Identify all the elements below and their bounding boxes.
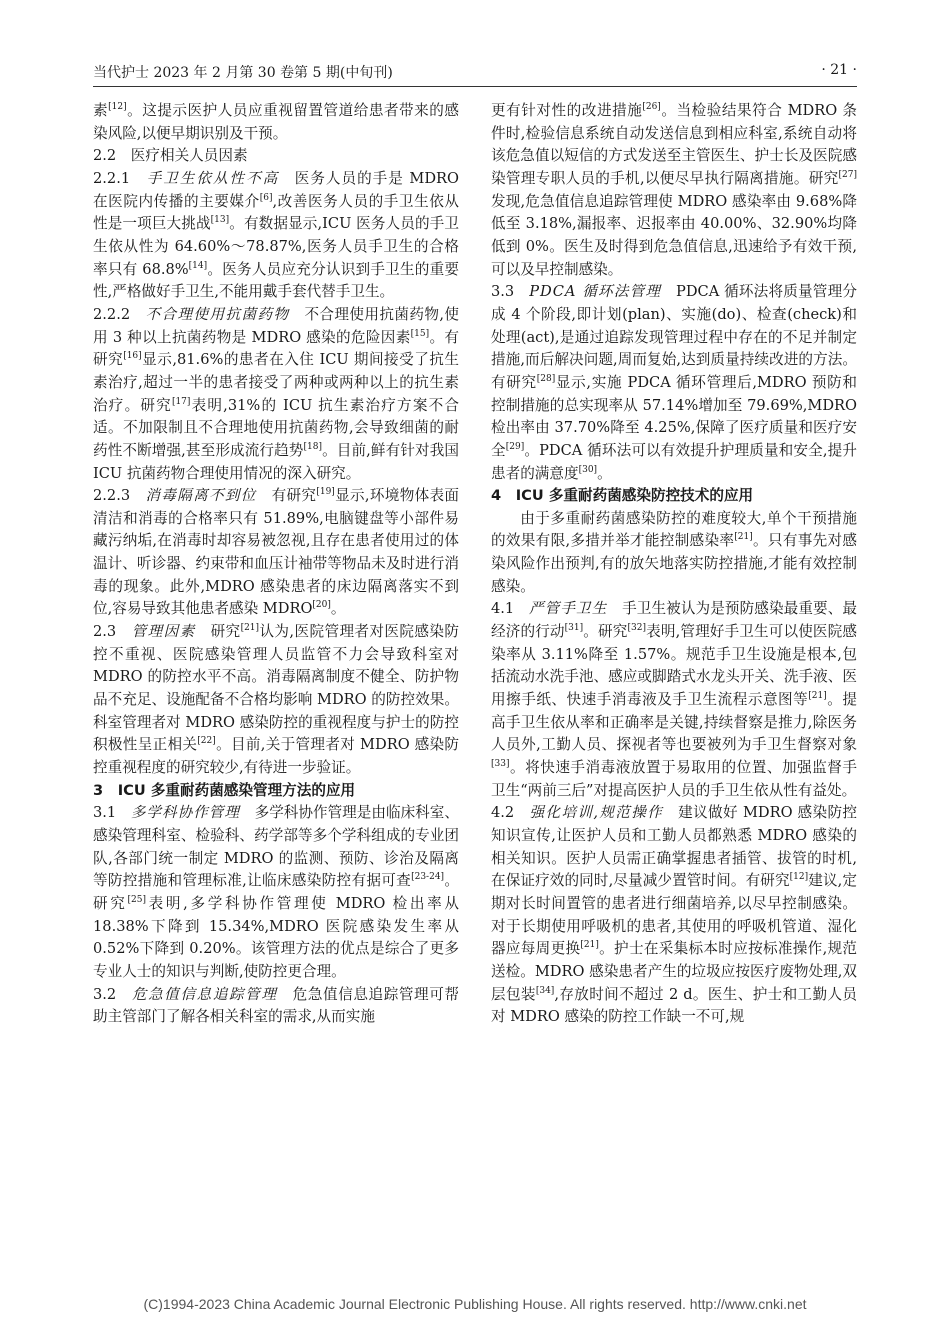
right-column [491,100,857,1029]
paragraph-2-2-2: 2.2.2 不合理使用抗菌药物 不合理使用抗菌药物,使用 3 种以上抗菌药物是 MDRO 感染的危险因素[15]。有研究[16]显示,81.6%的患者在入住 ICU 期间接受了抗生素治疗,超过一半的患者接受了两种或两种以上的抗生素治疗。研究[17]表明,31%的 ICU 抗生素治疗方案不合适。不加限制且不合理地使用抗菌药物,会导致细菌的耐药性不断增强,甚至形成流行趋势[18]。目前,鲜有针对我国 ICU 抗菌药物合理使用情况的深入研究。 [93,305,459,482]
paragraph-2-2-3: 2.2.3 消毒隔离不到位 有研究[19]显示,环境物体表面清洁和消毒的合格率只有 51.89%,电脑键盘等小部件易藏污纳垢,在消毒时却容易被忽视,且存在患者使用过的体温计、听诊器、约束带和血压计袖带等物品未及时进行消毒的现象。此外,MDRO 感染患者的床边隔离落实不到位,容易导致其他患者感染 MDRO[20]。 [93,487,459,618]
paragraph-4-1: 4.1 严管手卫生 手卫生被认为是预防感染最重要、最经济的行动[31]。研究[32]表明,管理好手卫生可以使医院感染率从 3.11%降至 1.57%。规范手卫生设施是根本,包括流动水洗手池、感应或脚踏式水龙头开关、洗手液、医用擦手纸、快速手消毒液及手卫生流程示意图等[21]。提高手卫生依从率和正确率是关键,持续督察是推力,除医务人员外,工勤人员、探视者等也要被列为手卫生督察对象[33]。将快速手消毒液放置于易取用的位置、加强监督手卫生“两前三后”对提高医护人员的手卫生依从性有益处。 [491,600,857,799]
section-heading-2-2: 2.2 医疗相关人员因素 [93,147,248,165]
paragraph-3-2: 3.2 危急值信息追踪管理 危急值信息追踪管理可帮助主管部门了解各相关科室的需求,从而实施 [93,985,459,1026]
paragraph: 素[12]。这提示医护人员应重视留置管道给患者带来的感染风险,以便早期识别及干预。 [93,102,459,142]
paragraph-3-2-continued: 更有针对性的改进措施[26]。当检验结果符合 MDRO 条件时,检验信息系统自动发送信息到相应科室,系统自动将该危急值以短信的方式发送至主管医生、护士长及医院感染管理专职人员的手机,以便尽早执行隔离措施。研究[27]发现,危急值信息追踪管理使 MDRO 感染率由 9.68%降低至 3.18%,漏报率、迟报率由 40.00%、32.90%均降低到 0%。医生及时得到危急值信息,迅速给予有效干预,可以及早控制感染。 [491,102,857,278]
paragraph-2-2-1: 2.2.1 手卫生依从性不高 医务人员的手是 MDRO 在医院内传播的主要媒介[6],改善医务人员的手卫生依从性是一项巨大挑战[13]。有数据显示,ICU 医务人员的手卫生依从性为 64.60%～78.87%,医务人员手卫生的合格率只有 68.8%[14]。医务人员应充分认识到手卫生的重要性,严格做好手卫生,不能用戴手套代替手卫生。 [93,169,459,301]
paragraph-2-3: 2.3 管理因素 研究[21]认为,医院管理者对医院感染防控不重视、医院感染管理人员监管不力会导致科室对 MDRO 的防控水平不高。消毒隔离制度不健全、防护物品不充足、设施配备不合格均影响 MDRO 的防控效果。科室管理者对 MDRO 感染防控的重视程度与护士的防控积极性呈正相关[22]。目前,关于管理者对 MDRO 感染防控重视程度的研究较少,有待进一步验证。 [93,623,459,777]
section-heading-4: 4 ICU 多重耐药菌感染防控技术的应用 [491,487,754,505]
page-number: · 21 · [821,62,857,78]
copyright-footer: (C)1994-2023 China Academic Journal Electronic Publishing House. All rights reserved. http://www.cnki.net [143,1296,807,1312]
left-column [93,100,459,1029]
paragraph-3-1: 3.1 多学科协作管理 多学科协作管理是由临床科室、感染管理科室、检验科、药学部等多个学科组成的专业团队,各部门统一制定 MDRO 的监测、预防、诊治及隔离等防控措施和管理标准,让临床感染防控有据可查[23-24]。研究[25]表明,多学科协作管理使 MDRO 检出率从 18.38%下降到 15.34%,MDRO 医院感染发生率从 0.52%下降到 0.20%。该管理方法的优点是综合了更多专业人士的知识与判断,使防控更合理。 [93,804,459,980]
paragraph-4-2: 4.2 强化培训,规范操作 建议做好 MDRO 感染防控知识宣传,让医护人员和工勤人员都熟悉 MDRO 感染的相关知识。医护人员需正确掌握患者插管、拔管的时机,在保证疗效的同时,尽量减少置管时间。有研究[12]建议,定期对长时间置管的患者进行细菌培养,以尽早控制感染。对于长期使用呼吸机的患者,其使用的呼吸机管道、湿化器应每周更换[21]。护士在采集标本时应按标准操作,规范送检。MDRO 感染患者产生的垃圾应按医疗废物处理,双层包装[34],存放时间不超过 2 d。医生、护士和工勤人员对 MDRO 感染的防控工作缺一不可,规 [491,804,857,1026]
paragraph-4: 由于多重耐药菌感染防控的难度较大,单个干预措施的效果有限,多措并举才能控制感染率[21]。只有事先对感染风险作出预判,有的放矢地落实防控措施,才能有效控制感染。 [491,509,857,595]
running-header [93,58,857,87]
section-heading-3: 3 ICU 多重耐药菌感染管理方法的应用 [93,781,356,799]
paragraph-3-3: 3.3 PDCA 循环法管理 PDCA 循环法将质量管理分成 4 个阶段,即计划(plan)、实施(do)、检查(check)和处理(act),是通过追踪发现管理过程中存在的不足并制定措施,而后解决问题,周而复始,达到质量持续改进的方法。有研究[28]显示,实施 PDCA 循环管理后,MDRO 预防和控制措施的总实现率从 57.14%增加至 79.69%,MDRO 检出率由 37.70%降至 4.25%,保障了医疗质量和医疗安全[29]。PDCA 循环法可以有效提升护理质量和安全,提升患者的满意度[30]。 [491,283,857,482]
journal-info: 当代护士 2023 年 2 月第 30 卷第 5 期(中旬刊) [93,65,393,81]
